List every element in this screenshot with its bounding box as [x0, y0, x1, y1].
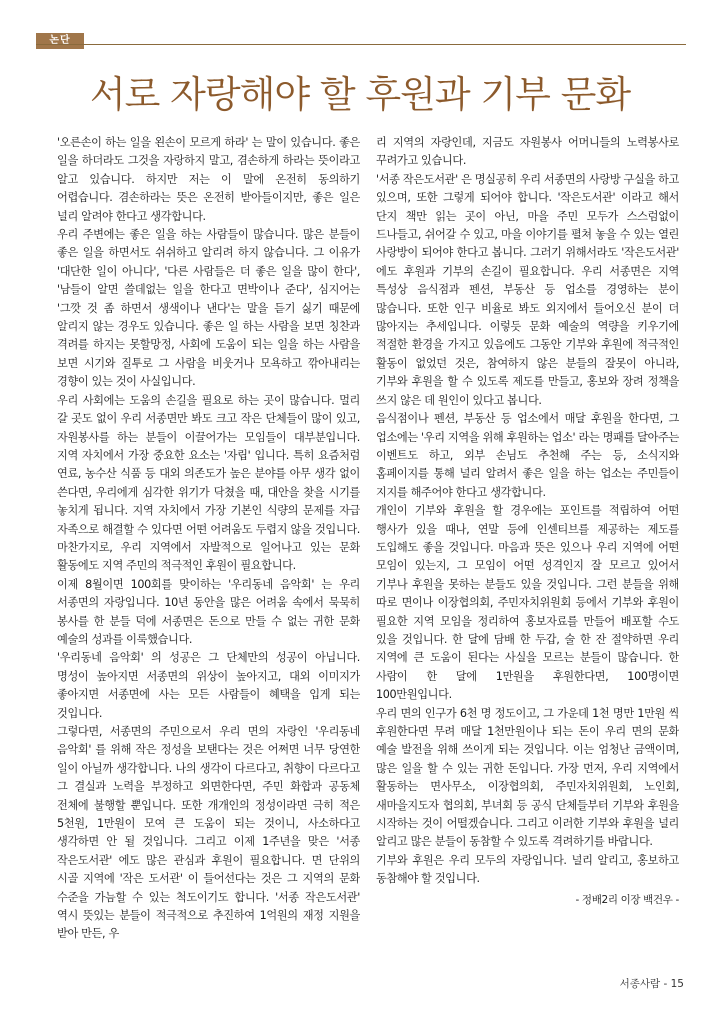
article-title: 서로 자랑해야 할 후원과 기부 문화 [89, 73, 631, 116]
article-column-right [376, 134, 679, 952]
paragraph: '서종 작은도서관' 은 명실공히 우리 서종면의 사랑방 구실을 하고 있으며, 또한 그렇게 되어야 합니다. '작은도서관' 이라고 해서 단지 책만 읽는 곳이 아닌, 마을 주민 모두가 스스럼없이 드나들고, 쉬어갈 수 있고, 마을 이야기를 펼쳐 놓을 수 있는 열린 사랑방이 되어야 한다고 봅니다. 그러기 위해서라도 '작은도서관' 에도 후원과 기부의 손길이 필요합니다. 우리 서종면은 지역 특성상 음식점과 펜션, 부동산 등 업소를 경영하는 분이 많습니다. 또한 인구 비율로 봐도 외지에서 들어오신 분이 더 많아지는 추세입니다. 이렇듯 문화 예술의 역량을 키우기에 적절한 환경을 가지고 있음에도 그동안 기부와 후원에 적극적인 활동이 없었던 것은, 참여하지 않은 분들의 잘못이 아니라, 기부와 후원을 할 수 있도록 제도를 만들고, 홍보와 장려 정책을 쓰지 않은 데 원인이 있다고 봅니다. [376, 172, 679, 407]
paragraph: 리 지역의 자랑인데, 지금도 자원봉사 어머니들의 노력봉사로 꾸려가고 있습니다. [376, 136, 679, 168]
paragraph: 이제 8월이면 100회를 맞이하는 '우리동네 음악회' 는 우리 서종면의 자랑입니다. 10년 동안을 많은 어려움 속에서 묵묵히 봉사를 한 분들 덕에 서종면은 돈으로 만들 수 없는 귀한 문화 예술의 성과를 이룩했습니다. [57, 577, 360, 646]
article-column-left [57, 134, 360, 952]
section-tag: 논단 [36, 33, 84, 49]
paragraph: 음식점이나 펜션, 부동산 등 업소에서 매달 후원을 한다면, 그 업소에는 '우리 지역을 위해 후원하는 업소' 라는 명패를 달아주는 이벤트도 하고, 외부 손님도 추천해 주는 등, 소식지와 홈페이지를 통해 널리 알려서 좋은 일을 하는 업소는 주민들이 지지를 해주어야 한다고 생각합니다. [376, 412, 679, 499]
paragraph: 기부와 후원은 우리 모두의 자랑입니다. 널리 알리고, 홍보하고 동참해야 할 것입니다. [376, 853, 679, 886]
paragraph: '오른손이 하는 일을 왼손이 모르게 하라' 는 말이 있습니다. 좋은 일을 하더라도 그것을 자랑하지 말고, 겸손하게 하라는 뜻이라고 알고 있습니다. 하지만 저는 이 말에 온전히 동의하기 어렵습니다. 겸손하라는 뜻은 온전히 받아들이지만, 좋은 일은 널리 알려야 한다고 생각합니다. [57, 136, 360, 223]
page-footer: 서종사람 - 15 [619, 978, 684, 990]
paragraph: 개인이 기부와 후원을 할 경우에는 포인트를 적립하여 어떤 행사가 있을 때나, 연말 등에 인센티브를 제공하는 제도를 도입해도 좋을 것입니다. 마음과 뜻은 있으나 우리 지역에 어떤 모임이 있는지, 그 모임이 어떤 성격인지 잘 모르고 있어서 기부나 후원을 못하는 분들도 있을 것입니다. 그런 분들을 위해 따로 면이나 이장협의회, 주민자치위원회 등에서 기부와 후원이 필요한 지역 모임을 정리하여 홍보자료를 만들어 배포할 수도 있을 것입니다. 한 달에 담배 한 두갑, 술 한 잔 절약하면 우리 지역에 큰 도움이 된다는 사실을 모르는 분들이 많습니다. 한 사람이 한 달에 1만원을 후원한다면, 100명이면 100만원입니다. [376, 504, 679, 702]
header-rule [36, 44, 686, 45]
paragraph: 우리 사회에는 도움의 손길을 필요로 하는 곳이 많습니다. 멀리 갈 곳도 없이 우리 서종면만 봐도 크고 작은 단체들이 많이 있고, 자원봉사를 하는 분들이 이끌어가는 모임들이 대부분입니다. 지역 자치에서 가장 중요한 요소는 '자립' 입니다. 특히 요즘처럼 연료, 농수산 식품 등 대외 의존도가 높은 분야를 아무 생각 없이 쓴다면, 우리에게 심각한 위기가 닥쳤을 때, 대안을 찾을 시기를 놓치게 됩니다. 지역 자치에서 가장 기본인 식량의 문제를 자급 자족으로 해결할 수 있다면 어떤 어려움도 두렵지 않을 것입니다. 마찬가지로, 우리 지역에서 자발적으로 일어나고 있는 문화 활동에도 지역 주민의 적극적인 후원이 필요합니다. [57, 393, 360, 573]
paragraph: 우리 주변에는 좋은 일을 하는 사람들이 많습니다. 많은 분들이 좋은 일을 하면서도 쉬쉬하고 알리려 하지 않습니다. 그 이유가 '대단한 일이 아니다', '다른 사람들은 더 좋은 일을 많이 한다', '남들이 알면 쓸데없는 일을 한다고 면박이나 준다', 심지어는 '그깟 것 좀 하면서 생색이나 낸다'는 말을 듣기 싫기 때문에 알리지 않는 경우도 있습니다. 좋은 일 하는 사람을 보면 칭찬과 격려를 하지는 못할망정, 사회에 도움이 되는 일을 하는 사람을 보면 시기와 질투로 그 사람을 비웃거나 모욕하고 깎아내리는 경향이 있는 것이 사실입니다. [57, 228, 360, 389]
paragraph: 그렇다면, 서종면의 주민으로서 우리 면의 자랑인 '우리동네 음악회' 를 위해 작은 정성을 보탠다는 것은 어쩌면 너무 당연한 일이 아닐까 생각합니다. 나의 생각이 다르다고, 취향이 다르다고 그 결실과 노력을 부정하고 외면한다면, 주민 화합과 공동체 전체에 불행할 뿐입니다. 또한 개개인의 정성이라면 극히 적은 5천원, 1만원이 모여 큰 도움이 되는 것이니, 사소하다고 생각하면 안 될 것입니다. 그리고 이제 1주년을 맞은 '서종 작은도서관' 에도 많은 관심과 후원이 필요합니다. 면 단위의 시골 지역에 '작은 도서관' 이 들어선다는 것은 그 지역의 문화 수준을 가늠할 수 있는 척도이기도 합니다. '서종 작은도서관' 역시 뜻있는 분들이 적극적으로 추진하여 1억원의 재정 지원을 받아 만든, 우 [57, 725, 360, 941]
author-signature: - 정배2리 이장 백건우 - [575, 893, 679, 906]
paragraph: 우리 면의 인구가 6천 명 정도이고, 그 가운데 1천 명만 1만원 씩 후원한다면 무려 매달 1천만원이나 되는 돈이 우리 면의 문화 예술 발전을 위해 쓰이게 되는 것입니다. 이는 엄청난 금액이며, 많은 일을 할 수 있는 귀한 돈입니다. 가장 먼저, 우리 지역에서 활동하는 면사무소, 이장협의회, 주민자치위원회, 노인회, 새마을지도자 협의회, 부녀회 등 공식 단체들부터 기부와 후원을 시작하는 것이 어떨겠습니다. 그리고 이러한 기부와 후원을 널리 알리고 많은 분들이 동참할 수 있도록 격려하기를 바랍니다. [376, 706, 679, 849]
paragraph: '우리동네 음악회' 의 성공은 그 단체만의 성공이 아닙니다. 명성이 높아지면 서종면의 위상이 높아지고, 대외 이미지가 좋아지면 서종면에 사는 모든 사람들이 혜택을 입게 되는 것입니다. [57, 651, 360, 720]
